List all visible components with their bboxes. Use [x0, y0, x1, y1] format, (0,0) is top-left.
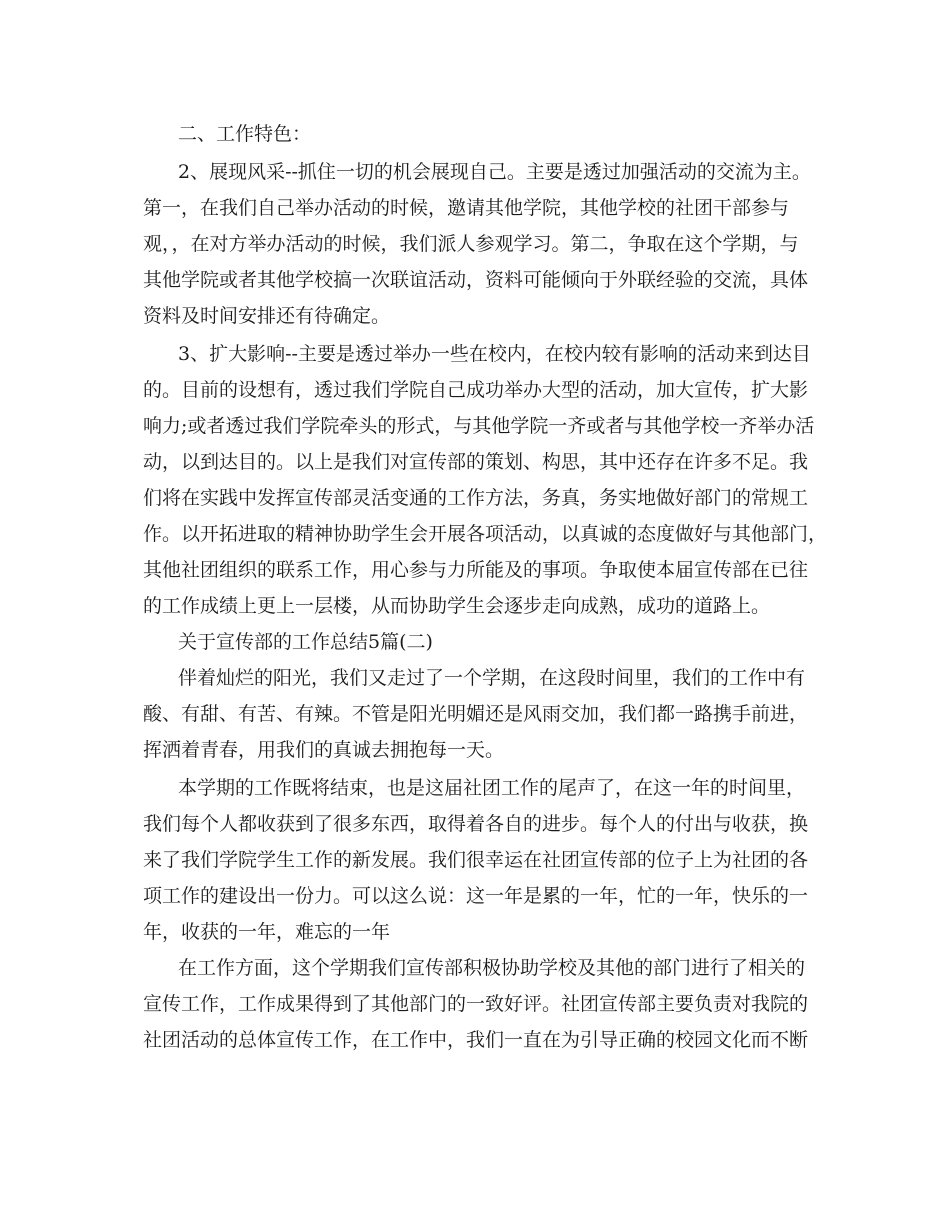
- paragraph-line: 的工作成绩上更上一层楼，从而协助学生会逐步走向成熟，成功的道路上。: [143, 595, 771, 617]
- paragraph-line: 社团活动的总体宣传工作，在工作中，我们一直在为引导正确的校园文化而不断: [143, 1029, 809, 1051]
- paragraph-line: 本学期的工作既将结束，也是这届社团工作的尾声了，在这一年的时间里，: [178, 777, 806, 799]
- paragraph-line: 年，收获的一年，难忘的一年: [143, 921, 391, 943]
- article-title: 关于宣传部的工作总结5篇(二): [178, 631, 433, 653]
- paragraph-line: 我们每个人都收获到了很多东西，取得着各自的进步。每个人的付出与收获，换: [143, 813, 809, 835]
- paragraph-line: 响力;或者透过我们学院牵头的形式，与其他学院一齐或者与其他学校一齐举办活: [143, 415, 815, 437]
- paragraph-line: 挥洒着青春，用我们的真诚去拥抱每一天。: [143, 739, 505, 761]
- paragraph-line: 2、展现风采--抓住一切的机会展现自己。主要是透过加强活动的交流为主。: [178, 161, 811, 183]
- paragraph-line: 酸、有甜、有苦、有辣。不管是阳光明媚还是风雨交加，我们都一路携手前进，: [143, 703, 809, 725]
- paragraph-line: 来了我们学院学生工作的新发展。我们很幸运在社团宣传部的位子上为社团的各: [143, 849, 809, 871]
- paragraph-line: 宣传工作，工作成果得到了其他部门的一致好评。社团宣传部主要负责对我院的: [143, 993, 809, 1015]
- paragraph-line: 3、扩大影响--主要是透过举办一些在校内，在校内较有影响的活动来到达目: [178, 343, 811, 365]
- paragraph-line: 其他学院或者其他学校搞一次联谊活动，资料可能倾向于外联经验的交流，具体: [143, 269, 809, 291]
- paragraph-line: 第一，在我们自己举办活动的时候，邀请其他学院，其他学校的社团干部参与: [143, 197, 790, 219]
- paragraph-line: 伴着灿烂的阳光，我们又走过了一个学期，在这段时间里，我们的工作中有: [178, 667, 806, 689]
- section-heading: 二、工作特色：: [178, 123, 312, 145]
- paragraph-line: 们将在实践中发挥宣传部灵活变通的工作方法，务真，务实地做好部门的常规工: [143, 487, 809, 509]
- paragraph-line: 作。以开拓进取的精神协助学生会开展各项活动，以真诚的态度做好与其他部门，: [143, 523, 828, 545]
- paragraph-line: 动，以到达目的。以上是我们对宣传部的策划、构思，其中还存在许多不足。我: [143, 451, 809, 473]
- paragraph-line: 其他社团组织的联系工作，用心参与力所能及的事项。争取使本届宣传部在已往: [143, 559, 809, 581]
- paragraph-line: 在工作方面，这个学期我们宣传部积极协助学校及其他的部门进行了相关的: [178, 957, 806, 979]
- paragraph-line: 的。目前的设想有，透过我们学院自己成功举办大型的活动，加大宣传，扩大影: [143, 379, 809, 401]
- paragraph-line: 观，，在对方举办活动的时候，我们派人参观学习。第二，争取在这个学期，与: [143, 233, 799, 255]
- paragraph-line: 项工作的建设出一份力。可以这么说：这一年是累的一年，忙的一年，快乐的一: [143, 885, 809, 907]
- paragraph-line: 资料及时间安排还有待确定。: [143, 305, 391, 327]
